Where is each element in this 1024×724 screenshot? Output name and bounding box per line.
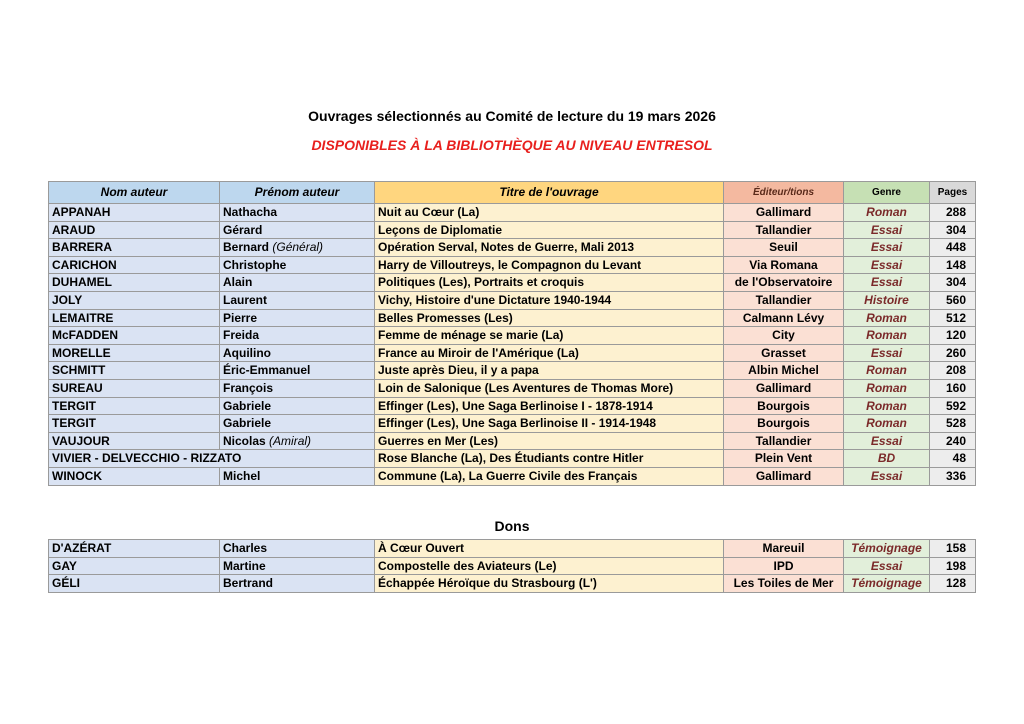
- author-firstname: Éric-Emmanuel: [223, 363, 311, 378]
- table-row: [49, 256, 976, 274]
- publisher-cell: Grasset: [724, 344, 844, 362]
- publisher-cell: Tallandier: [724, 432, 844, 450]
- book-title-cell: Guerres en Mer (Les): [375, 432, 724, 450]
- genre-cell: Roman: [844, 362, 930, 380]
- pages-cell: 198: [930, 557, 976, 575]
- publisher-cell: Gallimard: [724, 379, 844, 397]
- author-name-cell: ARAUD: [49, 221, 220, 239]
- dons-table-body: [49, 540, 976, 593]
- publisher-cell: Gallimard: [724, 467, 844, 485]
- publisher-cell: Tallandier: [724, 221, 844, 239]
- pages-cell: 304: [930, 274, 976, 292]
- publisher-cell: Les Toiles de Mer: [724, 575, 844, 593]
- table-row: [49, 344, 976, 362]
- publisher-cell: de l'Observatoire: [724, 274, 844, 292]
- author-firstname-cell: [220, 344, 375, 362]
- genre-cell: Roman: [844, 327, 930, 345]
- author-name-cell: VIVIER - DELVECCHIO - RIZZATO: [49, 450, 375, 468]
- book-title-cell: Belles Promesses (Les): [375, 309, 724, 327]
- genre-cell: Roman: [844, 309, 930, 327]
- author-firstname: Nicolas: [223, 433, 266, 448]
- author-qualifier: (Amiral): [269, 433, 312, 448]
- author-firstname-cell: [220, 557, 375, 575]
- pages-cell: 528: [930, 415, 976, 433]
- genre-cell: Témoignage: [844, 540, 930, 558]
- author-firstname-cell: [220, 362, 375, 380]
- author-firstname: Pierre: [223, 310, 258, 325]
- author-firstname: Freida: [223, 328, 260, 343]
- author-firstname: Gabriele: [223, 416, 272, 431]
- document-title: Ouvrages sélectionnés au Comité de lecture du 19 mars 2026: [308, 108, 716, 124]
- author-firstname: Martine: [223, 558, 266, 573]
- publisher-cell: Tallandier: [724, 291, 844, 309]
- pages-cell: 148: [930, 256, 976, 274]
- author-name-cell: McFADDEN: [49, 327, 220, 345]
- book-title-cell: Échappée Héroïque du Strasbourg (L'): [375, 575, 724, 593]
- pages-cell: 560: [930, 291, 976, 309]
- author-name-cell: CARICHON: [49, 256, 220, 274]
- author-firstname-cell: [220, 239, 375, 257]
- author-firstname: Aquilino: [223, 345, 271, 360]
- author-name-cell: WINOCK: [49, 467, 220, 485]
- author-firstname-cell: [220, 379, 375, 397]
- author-firstname-cell: [220, 397, 375, 415]
- book-title-cell: France au Miroir de l'Amérique (La): [375, 344, 724, 362]
- book-title-cell: Opération Serval, Notes de Guerre, Mali 2013: [375, 239, 724, 257]
- author-name-cell: GAY: [49, 557, 220, 575]
- publisher-cell: Plein Vent: [724, 450, 844, 468]
- pages-cell: 158: [930, 540, 976, 558]
- table-row: [49, 274, 976, 292]
- book-title-cell: Effinger (Les), Une Saga Berlinoise II - 1914-1948: [375, 415, 724, 433]
- author-name-cell: JOLY: [49, 291, 220, 309]
- selection-table-body: [49, 204, 976, 486]
- publisher-cell: Albin Michel: [724, 362, 844, 380]
- publisher-cell: Seuil: [724, 239, 844, 257]
- table-header-row: [49, 182, 976, 204]
- table-row: [49, 432, 976, 450]
- table-row: [49, 415, 976, 433]
- publisher-cell: Bourgois: [724, 415, 844, 433]
- pages-cell: 304: [930, 221, 976, 239]
- genre-cell: Essai: [844, 221, 930, 239]
- author-firstname-cell: [220, 291, 375, 309]
- genre-cell: Roman: [844, 397, 930, 415]
- table-row: [49, 204, 976, 222]
- header-nom: Nom auteur: [49, 182, 220, 204]
- table-row: [49, 450, 976, 468]
- selection-table: [48, 181, 976, 486]
- genre-cell: Roman: [844, 204, 930, 222]
- table-row: [49, 540, 976, 558]
- book-title-cell: Leçons de Diplomatie: [375, 221, 724, 239]
- genre-cell: Essai: [844, 256, 930, 274]
- table-row: [49, 557, 976, 575]
- table-row: [49, 309, 976, 327]
- author-name-cell: D'AZÉRAT: [49, 540, 220, 558]
- table-row: [49, 397, 976, 415]
- pages-cell: 260: [930, 344, 976, 362]
- book-title-cell: Effinger (Les), Une Saga Berlinoise I - 1878-1914: [375, 397, 724, 415]
- table-row: [49, 379, 976, 397]
- author-firstname-cell: [220, 256, 375, 274]
- author-name-cell: TERGIT: [49, 415, 220, 433]
- publisher-cell: IPD: [724, 557, 844, 575]
- publisher-cell: Mareuil: [724, 540, 844, 558]
- table-row: [49, 362, 976, 380]
- book-title-cell: Commune (La), La Guerre Civile des Français: [375, 467, 724, 485]
- publisher-cell: Bourgois: [724, 397, 844, 415]
- pages-cell: 336: [930, 467, 976, 485]
- author-firstname: Bertrand: [223, 576, 274, 591]
- author-firstname-cell: [220, 204, 375, 222]
- author-name-cell: APPANAH: [49, 204, 220, 222]
- book-title-cell: À Cœur Ouvert: [375, 540, 724, 558]
- author-firstname: Michel: [223, 468, 261, 483]
- author-name-cell: TERGIT: [49, 397, 220, 415]
- author-firstname-cell: [220, 575, 375, 593]
- header-prenom: Prénom auteur: [220, 182, 375, 204]
- author-firstname-cell: [220, 415, 375, 433]
- document-subtitle: DISPONIBLES À LA BIBLIOTHÈQUE AU NIVEAU ENTRESOL: [311, 137, 713, 153]
- dons-title: Dons: [494, 518, 530, 534]
- book-title-cell: Nuit au Cœur (La): [375, 204, 724, 222]
- genre-cell: Essai: [844, 432, 930, 450]
- author-firstname-cell: [220, 432, 375, 450]
- author-firstname-cell: [220, 274, 375, 292]
- pages-cell: 592: [930, 397, 976, 415]
- genre-cell: Histoire: [844, 291, 930, 309]
- header-pages: Pages: [930, 182, 976, 204]
- publisher-cell: Calmann Lévy: [724, 309, 844, 327]
- header-editeur: Éditeur/tions: [724, 182, 844, 204]
- publisher-cell: Gallimard: [724, 204, 844, 222]
- book-title-cell: Rose Blanche (La), Des Étudiants contre Hitler: [375, 450, 724, 468]
- book-title-cell: Vichy, Histoire d'une Dictature 1940-1944: [375, 291, 724, 309]
- pages-cell: 240: [930, 432, 976, 450]
- author-firstname: Bernard: [223, 240, 270, 255]
- book-title-cell: Harry de Villoutreys, le Compagnon du Levant: [375, 256, 724, 274]
- book-title-cell: Politiques (Les), Portraits et croquis: [375, 274, 724, 292]
- pages-cell: 128: [930, 575, 976, 593]
- book-title-cell: Femme de ménage se marie (La): [375, 327, 724, 345]
- author-firstname-cell: [220, 327, 375, 345]
- author-qualifier: (Général): [272, 240, 324, 255]
- author-name-cell: VAUJOUR: [49, 432, 220, 450]
- author-name-cell: SCHMITT: [49, 362, 220, 380]
- author-firstname-cell: [220, 467, 375, 485]
- pages-cell: 448: [930, 239, 976, 257]
- author-firstname: Gabriele: [223, 398, 272, 413]
- author-name-cell: BARRERA: [49, 239, 220, 257]
- table-row: [49, 239, 976, 257]
- author-name-cell: GÉLI: [49, 575, 220, 593]
- header-titre: Titre de l'ouvrage: [375, 182, 724, 204]
- dons-table: [48, 539, 976, 593]
- table-row: [49, 221, 976, 239]
- author-name-cell: SUREAU: [49, 379, 220, 397]
- author-firstname-cell: [220, 309, 375, 327]
- table-row: [49, 327, 976, 345]
- publisher-cell: City: [724, 327, 844, 345]
- book-title-cell: Loin de Salonique (Les Aventures de Thomas More): [375, 379, 724, 397]
- pages-cell: 48: [930, 450, 976, 468]
- genre-cell: Témoignage: [844, 575, 930, 593]
- author-firstname: Alain: [223, 275, 253, 290]
- genre-cell: Essai: [844, 557, 930, 575]
- author-firstname-cell: [220, 221, 375, 239]
- author-name-cell: LEMAITRE: [49, 309, 220, 327]
- genre-cell: Essai: [844, 344, 930, 362]
- genre-cell: Essai: [844, 239, 930, 257]
- author-firstname: Gérard: [223, 222, 263, 237]
- genre-cell: BD: [844, 450, 930, 468]
- header-genre: Genre: [844, 182, 930, 204]
- book-title-cell: Compostelle des Aviateurs (Le): [375, 557, 724, 575]
- genre-cell: Essai: [844, 467, 930, 485]
- author-firstname: Laurent: [223, 292, 268, 307]
- author-firstname: Charles: [223, 541, 268, 555]
- pages-cell: 208: [930, 362, 976, 380]
- pages-cell: 120: [930, 327, 976, 345]
- author-name-cell: MORELLE: [49, 344, 220, 362]
- genre-cell: Roman: [844, 415, 930, 433]
- author-firstname: François: [223, 380, 274, 395]
- pages-cell: 160: [930, 379, 976, 397]
- table-row: [49, 575, 976, 593]
- pages-cell: 512: [930, 309, 976, 327]
- author-firstname: Nathacha: [223, 205, 278, 219]
- table-row: [49, 467, 976, 485]
- table-row: [49, 291, 976, 309]
- book-title-cell: Juste après Dieu, il y a papa: [375, 362, 724, 380]
- author-firstname-cell: [220, 540, 375, 558]
- publisher-cell: Via Romana: [724, 256, 844, 274]
- author-firstname: Christophe: [223, 257, 287, 272]
- author-name-cell: DUHAMEL: [49, 274, 220, 292]
- pages-cell: 288: [930, 204, 976, 222]
- genre-cell: Roman: [844, 379, 930, 397]
- genre-cell: Essai: [844, 274, 930, 292]
